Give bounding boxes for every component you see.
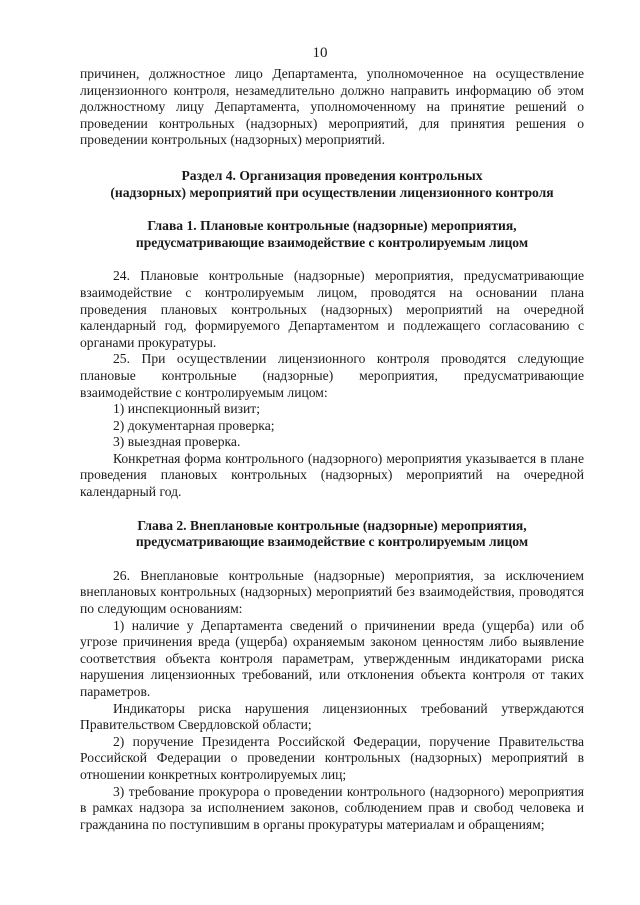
chapter-2-heading <box>80 518 584 551</box>
paragraph-25: 25. При осуществлении лицензионного контроля проводятся следующие плановые контрольные (надзорные) мероприятия, предусматривающие взаимодействие с контролируемым лицом: <box>80 351 584 400</box>
page-number: 10 <box>312 45 328 61</box>
paragraph-24: 24. Плановые контрольные (надзорные) мероприятия, предусматривающие взаимодействие с контролируемым лицом, проводятся на основании плана проведения плановых контрольных (надзорных) мероприятий на очередной календарный год, формируемого Департаментом и подлежащего согласованию с органами прокуратуры. <box>80 268 584 350</box>
section-4-heading-line2: (надзорных) мероприятий при осуществлении лицензионного контроля <box>110 184 554 200</box>
chapter-1-heading <box>80 218 584 251</box>
chapter-1-heading-line1: Глава 1. Плановые контрольные (надзорные) мероприятия, <box>147 218 517 234</box>
paragraph-specific-form: Конкретная форма контрольного (надзорного) мероприятия указывается в плане проведения плановых контрольных (надзорных) мероприятий на очередной календарный год. <box>80 450 584 500</box>
section-4-heading <box>80 168 584 201</box>
chapter-2-heading-line1: Глава 2. Внеплановые контрольные (надзорные) мероприятия, <box>137 517 527 533</box>
intro-paragraph: причинен, должностное лицо Департамента, уполномоченное на осуществление лицензионного контроля, незамедлительно должно направить информацию об этом должностному лицу Департамента, уполномоченному на принятие решений о проведении контрольных (надзорных) мероприятий, для принятия решения о проведении контрольных (надзорных) мероприятий. <box>80 66 584 148</box>
list-item-documentary-check: 2) документарная проверка; <box>113 417 275 433</box>
document-body <box>80 66 584 833</box>
list-item-onsite-check: 3) выездная проверка. <box>113 434 241 450</box>
basis-1: 1) наличие у Департамента сведений о причинении вреда (ущерба) или об угрозе причинения вреда (ущерба) охраняемым законом ценностям либо выявление соответствия объекта контроля параметрам, утвержденным индикаторами риска нарушения лицензионных требований, или отклонения объекта контроля от таких параметров. <box>80 617 584 699</box>
section-4-heading-line1: Раздел 4. Организация проведения контрольных <box>181 167 483 183</box>
list-item-inspection-visit: 1) инспекционный визит; <box>113 401 260 417</box>
basis-2: 2) поручение Президента Российской Федерации, поручение Правительства Российской Федерации о проведении контрольных (надзорных) мероприятий в отношении конкретных контролируемых лиц; <box>80 733 584 782</box>
basis-3: 3) требование прокурора о проведении контрольного (надзорного) мероприятия в рамках надзора за исполнением законов, соблюдением прав и свобод человека и гражданина по поступившим в органы прокуратуры материалам и обращениям; <box>80 783 584 832</box>
paragraph-26: 26. Внеплановые контрольные (надзорные) мероприятия, за исключением внеплановых контрольных (надзорных) мероприятий без взаимодействия, проводятся по следующим основаниям: <box>80 567 584 617</box>
chapter-2-heading-line2: предусматривающие взаимодействие с контролируемым лицом <box>135 534 529 550</box>
indicators-paragraph: Индикаторы риска нарушения лицензионных требований утверждаются Правительством Свердловской области; <box>80 700 584 733</box>
chapter-1-heading-line2: предусматривающие взаимодействие с контролируемым лицом <box>135 234 529 250</box>
